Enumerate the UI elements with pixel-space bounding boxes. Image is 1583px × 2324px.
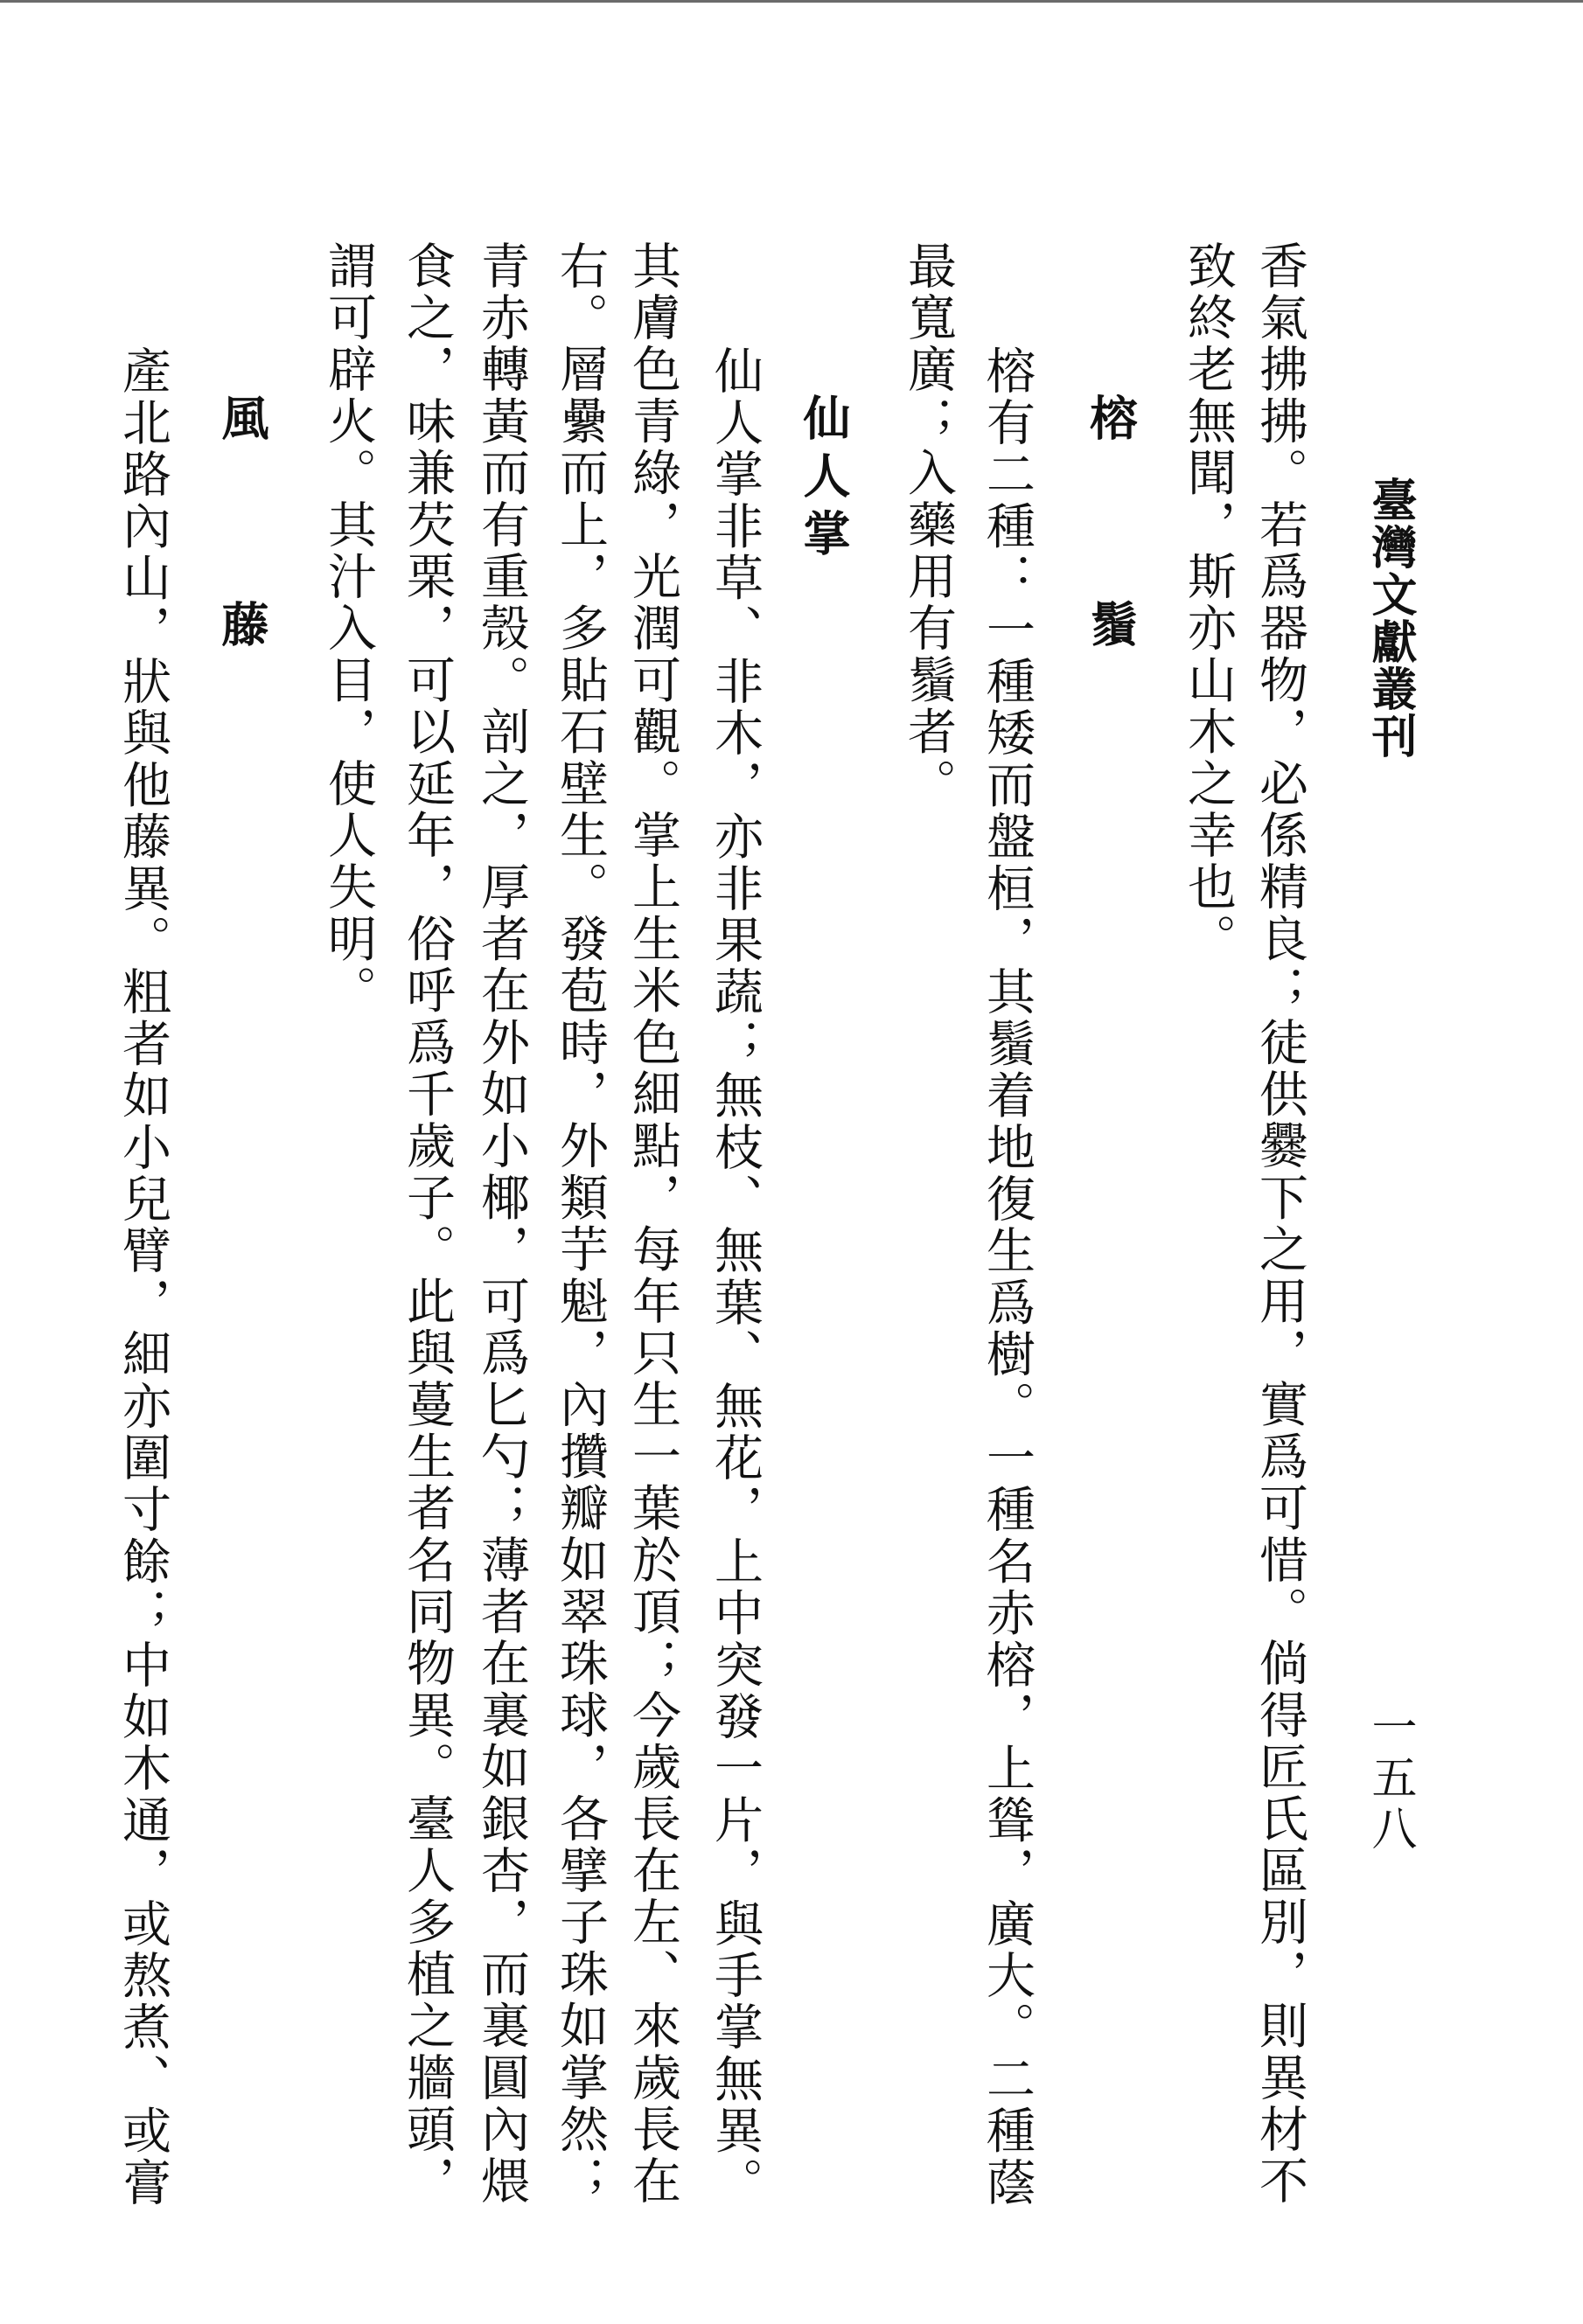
text-column-9: 右。層纍而上，多貼石壁生。發苞時，外類芋魁，內攢瓣如翠珠球，各擘子珠如掌然；: [552, 240, 609, 2208]
text-column-11: 食之，味兼芡栗，可以延年，俗呼爲千歲子。此與蔓生者名同物異。臺人多植之牆頭，: [399, 240, 456, 2208]
text-column-1: 香氣拂拂。若爲器物，必係精良；徒供爨下之用，實爲可惜。倘得匠氏區別，則異材不: [1252, 240, 1308, 2208]
text-column-8: 其膚色青綠，光潤可觀。掌上生米色細點，每年只生一葉於頂；今歲長在左、來歲長在: [624, 240, 681, 2208]
text-column-2: 致終老無聞，斯亦山木之幸也。: [1180, 240, 1237, 965]
top-border-rule: [0, 0, 1583, 3]
text-column-12: 謂可辟火。其汁入目，使人失明。: [320, 240, 377, 1017]
text-column-4: 榕有二種：一種矮而盤桓，其鬚着地復生爲樹。一種名赤榕，上聳，廣大。二種蔭: [979, 345, 1036, 2209]
text-column-10: 青赤轉黃而有重殼。剖之，厚者在外如小椰，可爲匕勺；薄者在裏如銀杏，而裏圓內煨: [473, 240, 530, 2208]
section-heading-wind-vine: 風 藤: [214, 393, 270, 703]
text-column-5: 最寬廣；入藥用有鬚者。: [900, 240, 957, 811]
running-header-title: 臺灣文獻叢刊: [1363, 477, 1417, 760]
section-heading-cactus: 仙人掌: [796, 393, 852, 567]
page-number: 一五八: [1363, 1703, 1416, 1855]
text-column-7: 仙人掌非草、非木，亦非果蔬；無枝、無葉、無花，上中突發一片，與手掌無異。: [707, 345, 764, 2209]
text-column-14: 產北路內山，狀與他藤異。粗者如小兒臂，細亦圍寸餘；中如木通，或熬煮、或膏: [115, 345, 171, 2209]
section-heading-banyan: 榕 鬚: [1083, 393, 1139, 703]
